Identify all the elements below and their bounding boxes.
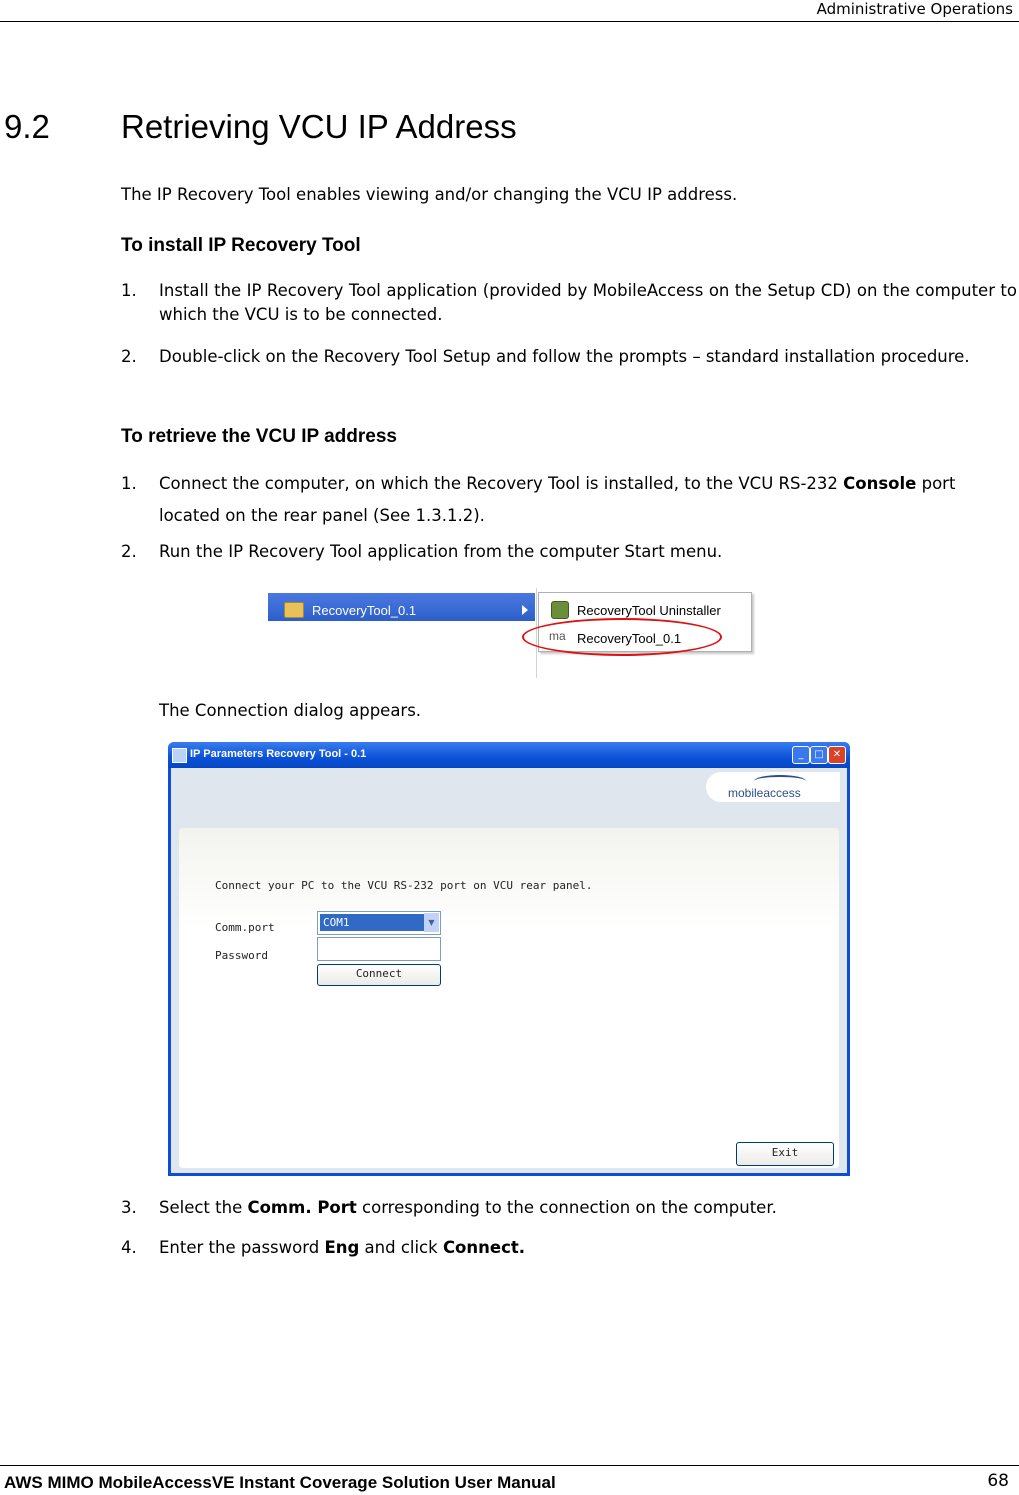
install-step-2 [121,345,1017,369]
dialog-client-area [171,768,847,1173]
install-heading: To install IP Recovery Tool [121,235,361,256]
uninstaller-icon [551,601,569,619]
highlight-ellipse [522,618,722,656]
step-text-part: corresponding to the connection on the computer. [356,1198,777,1217]
dialog-caption: The Connection dialog appears. [159,701,422,720]
exit-button[interactable]: Exit [736,1142,834,1166]
mobileaccess-app-icon: ma [549,629,566,643]
step-text: Install the IP Recovery Tool application (provided by MobileAccess on the Setup CD) on the computer to which the VCU is to be connected. [159,281,1017,324]
dialog-instruction: Connect your PC to the VCU RS-232 port on VCU rear panel. [215,879,593,892]
step-number: 2. [121,347,137,366]
submenu-arrow-icon [522,605,528,615]
folder-icon [284,602,304,618]
retrieve-heading: To retrieve the VCU IP address [121,426,397,447]
step-text-part: port located on the rear panel (See 1.3.1.2). [159,474,956,525]
chevron-down-icon[interactable]: ▼ [424,913,439,932]
retrieve-step-4 [121,1236,1017,1260]
connect-term: Connect. [442,1238,526,1257]
retrieve-step-2 [121,540,1017,564]
footer-rule [0,1465,1019,1466]
comm-port-label: Comm.port [215,921,275,934]
comm-port-value: COM1 [320,914,424,931]
start-menu-programs [268,588,537,678]
retrieve-step-3 [121,1196,1017,1220]
menu-item-label: RecoveryTool_0.1 [312,603,417,618]
comm-port-select[interactable] [317,911,441,935]
step-text: Run the IP Recovery Tool application from the computer Start menu. [159,542,723,561]
menu-item-uninstaller[interactable]: RecoveryTool Uninstaller [577,603,721,618]
dialog-titlebar[interactable] [168,742,850,768]
step-text-part: and click [359,1238,443,1257]
header-rule [0,21,1019,22]
step-number: 3. [121,1198,137,1217]
menu-item-recoverytool[interactable]: RecoveryTool_0.1 [577,631,682,646]
install-step-1 [121,279,1017,327]
connection-dialog-window [168,742,850,1176]
dialog-title: IP Parameters Recovery Tool - 0.1 [190,748,367,760]
section-title [4,108,517,146]
maximize-button[interactable]: □ [810,746,828,764]
step-number: 1. [121,281,137,300]
step-text-part: Enter the password [159,1238,325,1257]
page-number: 68 [987,1471,1009,1491]
password-input[interactable] [317,937,441,961]
minimize-button[interactable]: _ [792,746,810,764]
step-number: 2. [121,542,137,561]
retrieve-step-1 [121,468,1017,532]
console-term: Console [843,474,917,493]
mobileaccess-logo [706,772,840,802]
step-text [159,468,1017,532]
section-number: 9.2 [4,108,50,145]
step-number: 4. [121,1238,137,1257]
section-title-text: Retrieving VCU IP Address [121,108,517,145]
start-menu-screenshot [268,588,752,678]
connect-button[interactable]: Connect [317,964,441,986]
password-term: Eng [324,1238,360,1257]
step-number: 1. [121,474,137,493]
comm-port-term: Comm. Port [247,1198,357,1217]
footer-doc-title: AWS MIMO MobileAccessVE Instant Coverage Solution User Manual [4,1473,556,1492]
password-label: Password [215,949,268,962]
step-text: Double-click on the Recovery Tool Setup and follow the prompts – standard installation procedure. [159,347,970,366]
intro-paragraph: The IP Recovery Tool enables viewing and/or changing the VCU IP address. [121,185,738,204]
app-icon [172,748,187,763]
step-text [159,1236,1017,1260]
close-button[interactable]: ✕ [828,746,846,764]
running-header: Administrative Operations [816,0,1013,18]
step-text-part: Select the [159,1198,248,1217]
menu-item-recoverytool-folder[interactable] [268,593,535,621]
logo-text: mobileaccess [728,786,801,800]
step-text [159,1196,1017,1220]
step-text-part: Connect the computer, on which the Recovery Tool is installed, to the VCU RS-232 [159,474,844,493]
